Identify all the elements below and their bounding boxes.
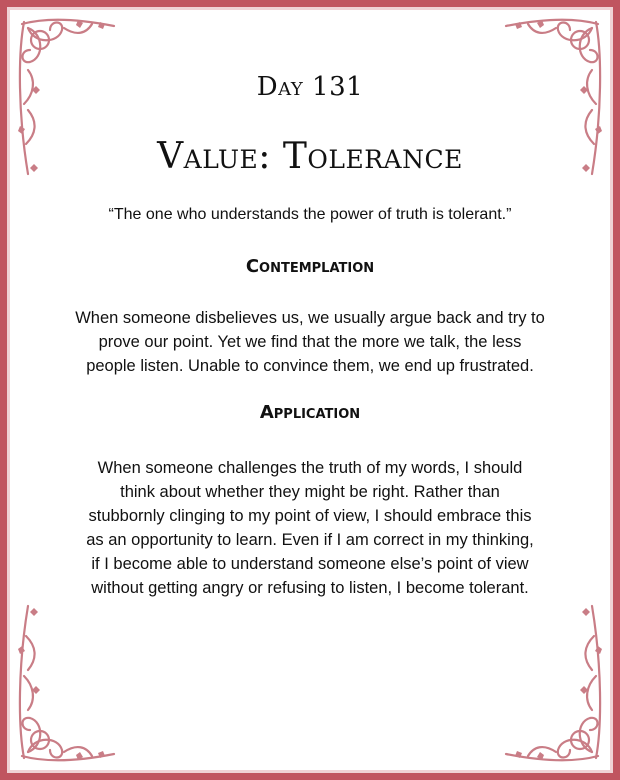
application-line: stubbornly clinging to my point of view, I should embrace this [88, 507, 532, 525]
day-label: Day 131 [256, 72, 364, 102]
application-line: if I become able to understand someone else’s point of view [91, 555, 529, 573]
application-line: without getting angry or refusing to listen, I become tolerant. [91, 579, 529, 597]
contemplation-line: prove our point. Yet we find that the more we talk, the less [98, 333, 522, 351]
corner-flourish-icon [14, 596, 124, 766]
contemplation-paragraph [50, 306, 570, 378]
application-heading: Application [259, 402, 361, 423]
application-line: as an opportunity to learn. Even if I am correct in my thinking, [86, 531, 534, 549]
quote: “The one who understands the power of truth is tolerant.” [108, 206, 512, 223]
contemplation-line: people listen. Unable to convince them, we end up frustrated. [86, 357, 534, 375]
page-title: Value: Tolerance [157, 136, 463, 177]
corner-flourish-icon [496, 596, 606, 766]
application-line: think about whether they might be right. Rather than [120, 483, 500, 501]
application-paragraph [50, 456, 570, 600]
contemplation-heading: Contemplation [245, 256, 375, 277]
application-line: When someone challenges the truth of my words, I should [97, 459, 523, 477]
contemplation-line: When someone disbelieves us, we usually argue back and try to [75, 309, 545, 327]
